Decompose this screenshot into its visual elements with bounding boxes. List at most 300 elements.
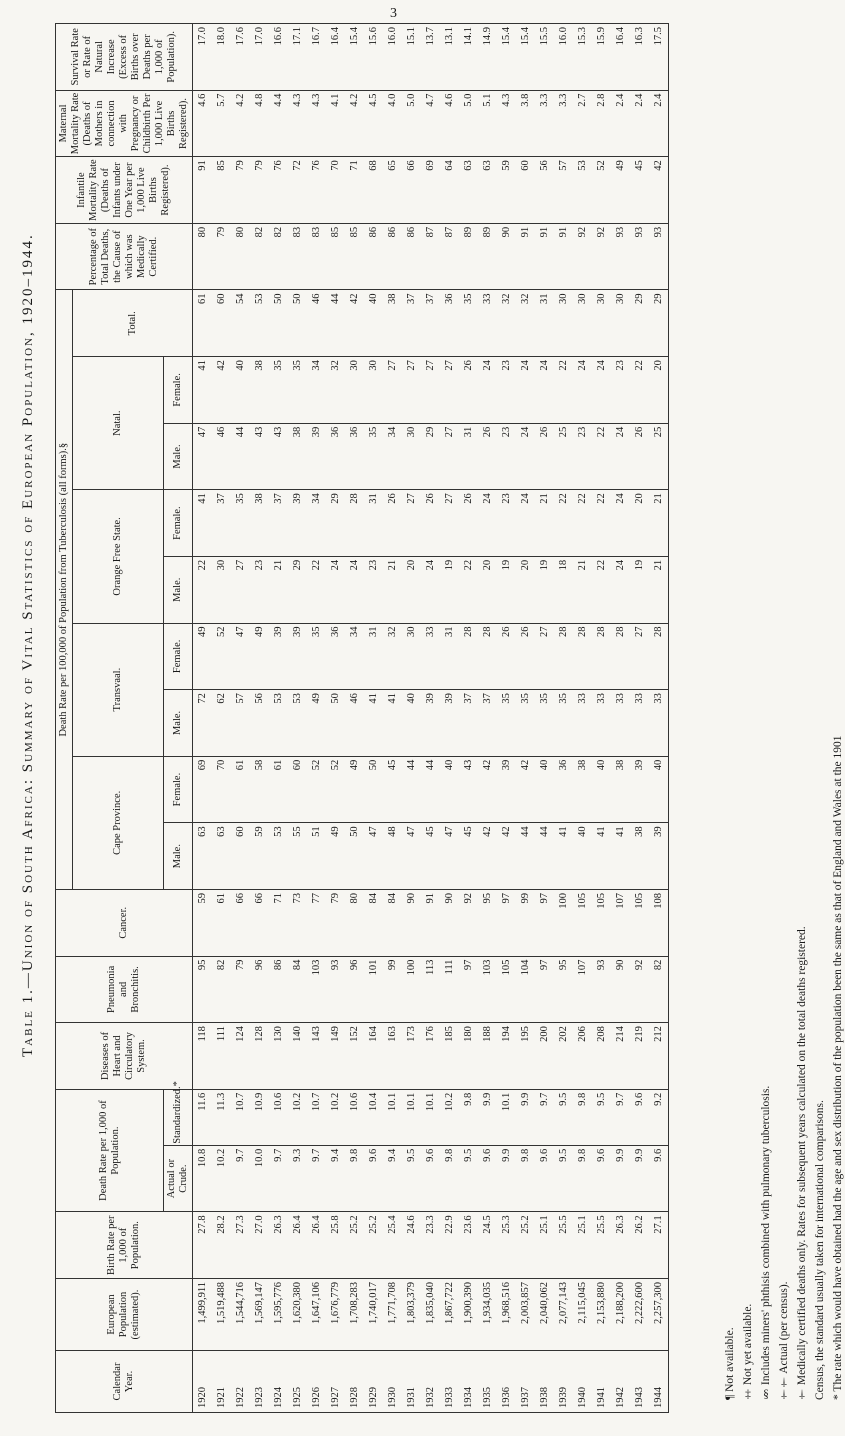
- table-cell: 202: [554, 1023, 573, 1090]
- table-cell: 4.1: [326, 90, 345, 157]
- table-cell: 90: [497, 223, 516, 290]
- table-cell: 92: [573, 223, 592, 290]
- table-cell: 25.2: [364, 1212, 383, 1279]
- table-cell: 27.8: [193, 1212, 213, 1279]
- table-cell: 82: [649, 956, 669, 1023]
- table-cell: 16.3: [630, 24, 649, 91]
- table-row: [288, 24, 307, 1413]
- table-cell: 44: [421, 756, 440, 823]
- table-row: [250, 24, 269, 1413]
- table-cell: 10.7: [231, 1089, 250, 1145]
- table-cell: 23: [611, 357, 630, 424]
- table-cell: 163: [383, 1023, 402, 1090]
- table-cell: 17.1: [288, 24, 307, 91]
- table-cell: 92: [459, 889, 478, 956]
- table-cell: 15.3: [573, 24, 592, 91]
- table-cell: 17.5: [649, 24, 669, 91]
- table-cell: 130: [269, 1023, 288, 1090]
- table-cell: 27: [535, 623, 554, 690]
- header-tuberculosis: Death Rate per 100,000 of Population from Tuberculosis (all forms).§: [56, 290, 73, 889]
- table-cell: 16.4: [326, 24, 345, 91]
- table-cell: 28: [478, 623, 497, 690]
- table-cell: 2,153,880: [592, 1279, 611, 1351]
- header-cancer: Cancer.: [56, 889, 193, 956]
- header-female: Female.: [164, 623, 193, 690]
- footnote: * The rate which would have obtained had the age and sex distribution of the population been the same as that of England and Wales at the 1901: [832, 735, 844, 1400]
- table-cell: 9.8: [573, 1089, 592, 1145]
- table-cell: 195: [516, 1023, 535, 1090]
- table-cell: 173: [402, 1023, 421, 1090]
- table-cell: 23.6: [459, 1212, 478, 1279]
- table-cell: 10.0: [250, 1145, 269, 1212]
- table-cell: 48: [383, 823, 402, 890]
- table-cell: 20: [649, 357, 669, 424]
- table-row: [326, 24, 345, 1413]
- table-cell: 21: [383, 556, 402, 623]
- table-cell: 24: [611, 490, 630, 557]
- table-cell: 47: [231, 623, 250, 690]
- table-cell: 65: [383, 157, 402, 224]
- table-cell: 79: [326, 889, 345, 956]
- table-cell: 95: [193, 956, 213, 1023]
- table-cell: 79: [250, 157, 269, 224]
- table-cell: 19: [630, 556, 649, 623]
- table-cell: 164: [364, 1023, 383, 1090]
- table-cell: 140: [288, 1023, 307, 1090]
- table-cell: 45: [383, 756, 402, 823]
- header-death-rate: Death Rate per 1,000 of Population.: [56, 1089, 164, 1212]
- table-cell: 80: [231, 223, 250, 290]
- table-cell: 35: [554, 690, 573, 757]
- table-cell: 37: [269, 490, 288, 557]
- table-row: [535, 24, 554, 1413]
- table-cell: 10.4: [364, 1089, 383, 1145]
- table-cell: 64: [440, 157, 459, 224]
- table-cell: 30: [212, 556, 231, 623]
- table-cell: 4.4: [269, 90, 288, 157]
- table-cell: 24: [592, 357, 611, 424]
- header-heart: Diseases of Heart and Circulatory System.: [56, 1023, 193, 1090]
- table-cell: 26.3: [269, 1212, 288, 1279]
- table-cell: 1,934,035: [478, 1279, 497, 1351]
- table-cell: 39: [288, 490, 307, 557]
- table-cell: 50: [364, 756, 383, 823]
- table-cell: 32: [326, 357, 345, 424]
- table-cell: 45: [459, 823, 478, 890]
- table-cell: 2.7: [573, 90, 592, 157]
- table-row: [497, 24, 516, 1413]
- table-cell: 26: [421, 490, 440, 557]
- table-cell: 45: [630, 157, 649, 224]
- table-cell: 143: [307, 1023, 326, 1090]
- table-cell: 9.6: [364, 1145, 383, 1212]
- table-cell: 35: [535, 690, 554, 757]
- table-cell: 20: [478, 556, 497, 623]
- table-cell: 17.6: [231, 24, 250, 91]
- table-cell: 96: [345, 956, 364, 1023]
- year-cell: 1934: [459, 1351, 478, 1413]
- table-cell: 152: [345, 1023, 364, 1090]
- table-row: [573, 24, 592, 1413]
- table-cell: 26: [516, 623, 535, 690]
- table-cell: 40: [402, 690, 421, 757]
- year-cell: 1944: [649, 1351, 669, 1413]
- table-cell: 72: [288, 157, 307, 224]
- table-cell: 33: [478, 290, 497, 357]
- table-cell: 30: [611, 290, 630, 357]
- table-cell: 47: [364, 823, 383, 890]
- table-cell: 15.1: [402, 24, 421, 91]
- table-cell: 37: [478, 690, 497, 757]
- table-cell: 5.7: [212, 90, 231, 157]
- table-cell: 41: [193, 357, 213, 424]
- table-cell: 25.5: [592, 1212, 611, 1279]
- table-cell: 101: [364, 956, 383, 1023]
- table-cell: 23: [573, 423, 592, 490]
- table-cell: 2,257,300: [649, 1279, 669, 1351]
- table-cell: 96: [250, 956, 269, 1023]
- table-cell: 219: [630, 1023, 649, 1090]
- table-cell: 9.5: [402, 1145, 421, 1212]
- year-cell: 1924: [269, 1351, 288, 1413]
- table-cell: 49: [326, 823, 345, 890]
- table-row: [554, 24, 573, 1413]
- table-cell: 44: [326, 290, 345, 357]
- table-cell: 11.3: [212, 1089, 231, 1145]
- table-cell: 22.9: [440, 1212, 459, 1279]
- table-cell: 185: [440, 1023, 459, 1090]
- table-cell: 100: [554, 889, 573, 956]
- table-cell: 28: [592, 623, 611, 690]
- table-cell: 2,188,200: [611, 1279, 630, 1351]
- table-cell: 28: [649, 623, 669, 690]
- header-cape: Cape Province.: [73, 756, 164, 889]
- table-cell: 27.3: [231, 1212, 250, 1279]
- table-cell: 22: [307, 556, 326, 623]
- table-cell: 84: [383, 889, 402, 956]
- table-cell: 38: [630, 823, 649, 890]
- table-cell: 9.6: [478, 1145, 497, 1212]
- table-cell: 63: [478, 157, 497, 224]
- table-cell: 28: [345, 490, 364, 557]
- table-cell: 1,803,379: [402, 1279, 421, 1351]
- table-cell: 40: [573, 823, 592, 890]
- table-cell: 10.8: [193, 1145, 213, 1212]
- table-cell: 86: [383, 223, 402, 290]
- table-cell: 27: [402, 357, 421, 424]
- table-cell: 4.3: [497, 90, 516, 157]
- table-cell: 39: [288, 623, 307, 690]
- table-cell: 27: [440, 423, 459, 490]
- table-cell: 3.8: [516, 90, 535, 157]
- table-cell: 9.5: [554, 1145, 573, 1212]
- table-cell: 9.4: [383, 1145, 402, 1212]
- table-row: [516, 24, 535, 1413]
- table-cell: 19: [497, 556, 516, 623]
- header-male: Male.: [164, 690, 193, 757]
- table-cell: 10.9: [250, 1089, 269, 1145]
- table-cell: 71: [345, 157, 364, 224]
- table-cell: 2,222,600: [630, 1279, 649, 1351]
- table-cell: 41: [193, 490, 213, 557]
- table-cell: 36: [326, 423, 345, 490]
- table-cell: 82: [250, 223, 269, 290]
- table-cell: 24: [516, 423, 535, 490]
- table-title: Table 1.—Union of South Africa: Summary of Vital Statistics of European Population, 1920–1944.: [20, 233, 36, 1057]
- table-cell: 90: [440, 889, 459, 956]
- table-cell: 17.0: [250, 24, 269, 91]
- table-row: [212, 24, 231, 1413]
- header-infant: Infantile Mortality Rate (Deaths of Infants under One Year per 1,000 Live Births Registered).: [56, 157, 193, 224]
- table-cell: 9.6: [592, 1145, 611, 1212]
- table-cell: 32: [383, 623, 402, 690]
- table-cell: 92: [592, 223, 611, 290]
- table-cell: 80: [345, 889, 364, 956]
- table-cell: 25.3: [497, 1212, 516, 1279]
- table-cell: 22: [592, 556, 611, 623]
- table-cell: 77: [307, 889, 326, 956]
- year-cell: 1928: [345, 1351, 364, 1413]
- table-cell: 53: [250, 290, 269, 357]
- table-cell: 10.1: [383, 1089, 402, 1145]
- table-cell: 16.0: [383, 24, 402, 91]
- year-cell: 1943: [630, 1351, 649, 1413]
- table-cell: 33: [611, 690, 630, 757]
- table-cell: 9.4: [326, 1145, 345, 1212]
- table-cell: 15.5: [535, 24, 554, 91]
- table-cell: 1,595,776: [269, 1279, 288, 1351]
- table-cell: 23.3: [421, 1212, 440, 1279]
- table-cell: 90: [402, 889, 421, 956]
- table-cell: 5.0: [402, 90, 421, 157]
- table-cell: 9.2: [649, 1089, 669, 1145]
- table-cell: 194: [497, 1023, 516, 1090]
- table-cell: 4.6: [193, 90, 213, 157]
- year-cell: 1939: [554, 1351, 573, 1413]
- table-cell: 24: [326, 556, 345, 623]
- table-cell: 37: [402, 290, 421, 357]
- table-cell: 124: [231, 1023, 250, 1090]
- table-cell: 18.0: [212, 24, 231, 91]
- header-crude: Actual or Crude.: [164, 1145, 193, 1212]
- table-cell: 87: [421, 223, 440, 290]
- table-cell: 10.1: [497, 1089, 516, 1145]
- table-cell: 29: [630, 290, 649, 357]
- footnote: Census, the standard usually taken for international comparisons.: [814, 1100, 826, 1400]
- table-cell: 188: [478, 1023, 497, 1090]
- table-cell: 40: [440, 756, 459, 823]
- table-cell: 91: [554, 223, 573, 290]
- table-cell: 41: [611, 823, 630, 890]
- table-row: [592, 24, 611, 1413]
- table-cell: 10.6: [345, 1089, 364, 1145]
- table-cell: 70: [212, 756, 231, 823]
- table-cell: 24: [516, 490, 535, 557]
- table-row: [630, 24, 649, 1413]
- table-cell: 3.3: [554, 90, 573, 157]
- table-cell: 21: [535, 490, 554, 557]
- header-total: Total.: [73, 290, 193, 357]
- table-cell: 22: [554, 357, 573, 424]
- table-cell: 103: [307, 956, 326, 1023]
- table-cell: 93: [326, 956, 345, 1023]
- table-cell: 23: [497, 357, 516, 424]
- table-cell: 10.6: [269, 1089, 288, 1145]
- table-cell: 25.4: [383, 1212, 402, 1279]
- table-cell: 27: [440, 357, 459, 424]
- table-cell: 30: [402, 623, 421, 690]
- header-female: Female.: [164, 756, 193, 823]
- table-cell: 25.2: [516, 1212, 535, 1279]
- table-cell: 39: [269, 623, 288, 690]
- table-cell: 2,077,143: [554, 1279, 573, 1351]
- table-cell: 34: [383, 423, 402, 490]
- table-cell: 38: [611, 756, 630, 823]
- table-cell: 1,900,390: [459, 1279, 478, 1351]
- table-cell: 20: [630, 490, 649, 557]
- table-cell: 1,519,488: [212, 1279, 231, 1351]
- table-cell: 104: [516, 956, 535, 1023]
- table-cell: 111: [212, 1023, 231, 1090]
- header-certified: Percentage of Total Deaths, the Cause of which was Medically Certified.: [56, 223, 193, 290]
- table-cell: 9.6: [421, 1145, 440, 1212]
- table-cell: 31: [440, 623, 459, 690]
- year-cell: 1922: [231, 1351, 250, 1413]
- table-cell: 90: [611, 956, 630, 1023]
- table-cell: 39: [421, 690, 440, 757]
- table-cell: 26.4: [288, 1212, 307, 1279]
- table-cell: 105: [573, 889, 592, 956]
- table-cell: 9.9: [478, 1089, 497, 1145]
- table-cell: 52: [592, 157, 611, 224]
- table-cell: 149: [326, 1023, 345, 1090]
- year-cell: 1933: [440, 1351, 459, 1413]
- table-cell: 21: [269, 556, 288, 623]
- table-cell: 59: [193, 889, 213, 956]
- header-male: Male.: [164, 556, 193, 623]
- header-pneumonia: Pneumonia and Bronchitis.: [56, 956, 193, 1023]
- table-cell: 4.2: [345, 90, 364, 157]
- table-cell: 85: [212, 157, 231, 224]
- table-cell: 21: [649, 556, 669, 623]
- table-cell: 99: [383, 956, 402, 1023]
- table-cell: 2.4: [630, 90, 649, 157]
- table-cell: 33: [592, 690, 611, 757]
- table-cell: 10.1: [402, 1089, 421, 1145]
- table-cell: 26: [459, 357, 478, 424]
- table-cell: 43: [269, 423, 288, 490]
- table-cell: 44: [231, 423, 250, 490]
- table-cell: 105: [592, 889, 611, 956]
- table-cell: 25.5: [554, 1212, 573, 1279]
- table-cell: 52: [326, 756, 345, 823]
- year-cell: 1932: [421, 1351, 440, 1413]
- table-cell: 89: [478, 223, 497, 290]
- table-cell: 1,647,106: [307, 1279, 326, 1351]
- table-cell: 31: [364, 623, 383, 690]
- footnote: † Medically certified deaths only. Rates for subsequent years calculated on the total deaths registered.: [796, 926, 808, 1400]
- table-cell: 15.4: [516, 24, 535, 91]
- table-cell: 9.8: [459, 1089, 478, 1145]
- table-cell: 95: [554, 956, 573, 1023]
- header-female: Female.: [164, 357, 193, 424]
- table-cell: 9.8: [516, 1145, 535, 1212]
- table-cell: 84: [288, 956, 307, 1023]
- table-cell: 105: [630, 889, 649, 956]
- table-cell: 28: [611, 623, 630, 690]
- table-cell: 214: [611, 1023, 630, 1090]
- table-cell: 30: [573, 290, 592, 357]
- table-cell: 24: [611, 423, 630, 490]
- table-cell: 10.2: [440, 1089, 459, 1145]
- table-cell: 60: [516, 157, 535, 224]
- table-cell: 29: [326, 490, 345, 557]
- table-cell: 83: [288, 223, 307, 290]
- footnote: †† Actual (per census).: [778, 1281, 790, 1400]
- table-cell: 15.9: [592, 24, 611, 91]
- table-cell: 33: [630, 690, 649, 757]
- table-cell: 22: [554, 490, 573, 557]
- table-cell: 107: [573, 956, 592, 1023]
- footnotes: [724, 100, 845, 1400]
- table-row: [649, 24, 669, 1413]
- table-cell: 46: [212, 423, 231, 490]
- table-cell: 27: [630, 623, 649, 690]
- table-cell: 9.5: [554, 1089, 573, 1145]
- table-cell: 44: [516, 823, 535, 890]
- table-cell: 113: [421, 956, 440, 1023]
- table-cell: 60: [231, 823, 250, 890]
- table-cell: 23: [250, 556, 269, 623]
- table-cell: 20: [516, 556, 535, 623]
- table-cell: 35: [459, 290, 478, 357]
- table-cell: 39: [307, 423, 326, 490]
- table-cell: 63: [212, 823, 231, 890]
- table-cell: 18: [554, 556, 573, 623]
- table-cell: 10.1: [421, 1089, 440, 1145]
- table-cell: 27: [383, 357, 402, 424]
- table-cell: 76: [307, 157, 326, 224]
- table-cell: 36: [345, 423, 364, 490]
- table-cell: 44: [402, 756, 421, 823]
- table-cell: 27.0: [250, 1212, 269, 1279]
- table-cell: 93: [611, 223, 630, 290]
- table-cell: 13.7: [421, 24, 440, 91]
- table-cell: 41: [364, 690, 383, 757]
- table-cell: 35: [307, 623, 326, 690]
- table-cell: 32: [516, 290, 535, 357]
- table-cell: 24: [516, 357, 535, 424]
- table-cell: 24: [611, 556, 630, 623]
- table-cell: 34: [307, 490, 326, 557]
- table-cell: 43: [250, 423, 269, 490]
- table-cell: 57: [231, 690, 250, 757]
- year-cell: 1935: [478, 1351, 497, 1413]
- table-cell: 9.9: [497, 1145, 516, 1212]
- table-cell: 9.6: [630, 1089, 649, 1145]
- footnote: § Includes miners' phthisis combined with pulmonary tuberculosis.: [760, 1085, 772, 1400]
- table-cell: 50: [288, 290, 307, 357]
- header-male: Male.: [164, 423, 193, 490]
- table-cell: 42: [212, 357, 231, 424]
- table-cell: 2.4: [649, 90, 669, 157]
- table-cell: 35: [288, 357, 307, 424]
- header-population: European Population (estimated).: [56, 1279, 193, 1351]
- table-cell: 54: [231, 290, 250, 357]
- table-cell: 24: [345, 556, 364, 623]
- table-cell: 60: [288, 756, 307, 823]
- table-cell: 50: [326, 690, 345, 757]
